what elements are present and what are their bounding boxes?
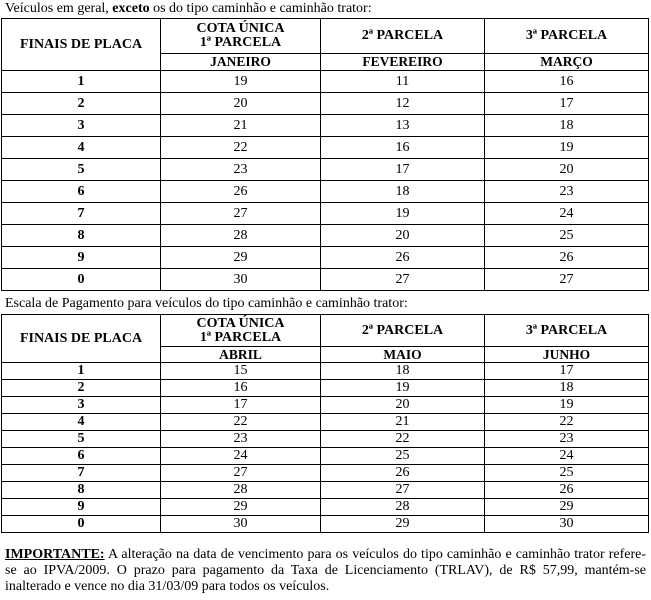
plate-final-cell: 1 <box>2 363 161 380</box>
header-cota-line2: 1ª PARCELA <box>199 329 282 345</box>
table-row <box>2 363 649 380</box>
plate-final-cell: 4 <box>2 414 161 431</box>
due-day-cell: 18 <box>321 181 485 203</box>
due-day-cell: 25 <box>485 225 649 247</box>
plate-final-cell: 7 <box>2 465 161 482</box>
header-cota-line1: COTA ÚNICA <box>196 315 285 331</box>
table-row <box>2 380 649 397</box>
due-day-cell: 28 <box>161 225 321 247</box>
month-cell: ABRIL <box>161 347 321 363</box>
due-day-cell: 27 <box>485 269 649 291</box>
due-day-cell: 18 <box>485 380 649 397</box>
due-day-cell: 30 <box>161 516 321 533</box>
due-day-cell: 26 <box>161 181 321 203</box>
plate-final-cell: 9 <box>2 247 161 269</box>
month-cell: JUNHO <box>485 347 649 363</box>
table-row <box>2 448 649 465</box>
due-day-cell: 11 <box>321 71 485 93</box>
due-day-cell: 16 <box>485 71 649 93</box>
due-day-cell: 22 <box>321 431 485 448</box>
due-day-cell: 29 <box>161 499 321 516</box>
header-row <box>2 315 649 347</box>
plate-final-cell: 5 <box>2 159 161 181</box>
due-day-cell: 22 <box>485 414 649 431</box>
due-day-cell: 26 <box>485 247 649 269</box>
due-day-cell: 20 <box>321 225 485 247</box>
header-cota-unica <box>161 19 321 54</box>
due-day-cell: 28 <box>161 482 321 499</box>
header-parcela-3: 3ª PARCELA <box>485 19 649 54</box>
important-note <box>5 547 646 595</box>
due-day-cell: 19 <box>485 137 649 159</box>
header-cota-unica <box>161 315 321 347</box>
table-row <box>2 225 649 247</box>
due-day-cell: 23 <box>161 159 321 181</box>
month-cell: MARÇO <box>485 54 649 71</box>
plate-final-cell: 5 <box>2 431 161 448</box>
due-day-cell: 27 <box>321 482 485 499</box>
due-day-cell: 16 <box>321 137 485 159</box>
due-day-cell: 23 <box>161 431 321 448</box>
due-day-cell: 29 <box>485 499 649 516</box>
due-day-cell: 25 <box>321 448 485 465</box>
table-row <box>2 482 649 499</box>
plate-final-cell: 6 <box>2 181 161 203</box>
caption-general-vehicles <box>5 1 372 17</box>
table-row <box>2 93 649 115</box>
due-day-cell: 24 <box>161 448 321 465</box>
caption-suffix: os do tipo caminhão e caminhão trator: <box>153 1 372 16</box>
due-day-cell: 28 <box>321 499 485 516</box>
table-row <box>2 516 649 533</box>
due-day-cell: 27 <box>161 465 321 482</box>
plate-final-cell: 2 <box>2 93 161 115</box>
table-row <box>2 159 649 181</box>
due-day-cell: 26 <box>321 247 485 269</box>
due-day-cell: 23 <box>485 181 649 203</box>
due-day-cell: 19 <box>161 71 321 93</box>
month-cell: MAIO <box>321 347 485 363</box>
due-day-cell: 13 <box>321 115 485 137</box>
due-day-cell: 17 <box>485 93 649 115</box>
table-row <box>2 115 649 137</box>
table-row <box>2 465 649 482</box>
due-day-cell: 19 <box>321 203 485 225</box>
due-day-cell: 24 <box>485 448 649 465</box>
header-finais-de-placa: FINAIS DE PLACA <box>2 19 161 71</box>
due-day-cell: 12 <box>321 93 485 115</box>
table-row <box>2 247 649 269</box>
header-parcela-2: 2ª PARCELA <box>321 19 485 54</box>
due-day-cell: 22 <box>161 137 321 159</box>
plate-final-cell: 8 <box>2 482 161 499</box>
due-day-cell: 29 <box>321 516 485 533</box>
important-label: IMPORTANTE: <box>5 547 105 562</box>
due-day-cell: 30 <box>485 516 649 533</box>
due-day-cell: 20 <box>161 93 321 115</box>
due-day-cell: 30 <box>161 269 321 291</box>
plate-final-cell: 9 <box>2 499 161 516</box>
table-row <box>2 203 649 225</box>
due-day-cell: 19 <box>485 397 649 414</box>
caption-prefix: Veículos em geral, <box>5 1 109 16</box>
header-finais-de-placa: FINAIS DE PLACA <box>2 315 161 363</box>
due-day-cell: 22 <box>161 414 321 431</box>
due-day-cell: 17 <box>321 159 485 181</box>
due-day-cell: 26 <box>321 465 485 482</box>
due-day-cell: 24 <box>485 203 649 225</box>
plate-final-cell: 6 <box>2 448 161 465</box>
plate-final-cell: 4 <box>2 137 161 159</box>
caption-emphasis: exceto <box>112 1 150 16</box>
header-cota-line2: 1ª PARCELA <box>199 35 282 50</box>
header-parcela-2: 2ª PARCELA <box>321 315 485 347</box>
plate-final-cell: 1 <box>2 71 161 93</box>
due-day-cell: 21 <box>321 414 485 431</box>
due-day-cell: 27 <box>161 203 321 225</box>
due-day-cell: 18 <box>321 363 485 380</box>
table-row <box>2 137 649 159</box>
important-text: A alteração na data de vencimento para os veículos do tipo caminhão e caminhão trator refere-se ao IPVA/2009. O prazo para pagamento da Taxa de Licenciamento (TRLAV), de R$ 57,99, mantém-se inalterado e vence no dia 31/03/09 para todos os veículos. <box>5 547 647 594</box>
payment-schedule-truck-table <box>1 314 649 533</box>
due-day-cell: 20 <box>485 159 649 181</box>
header-parcela-3: 3ª PARCELA <box>485 315 649 347</box>
due-day-cell: 20 <box>321 397 485 414</box>
table-row <box>2 414 649 431</box>
month-cell: JANEIRO <box>161 54 321 71</box>
header-cota-line1: COTA ÚNICA <box>196 21 285 36</box>
plate-final-cell: 2 <box>2 380 161 397</box>
due-day-cell: 15 <box>161 363 321 380</box>
table-row <box>2 431 649 448</box>
due-day-cell: 17 <box>485 363 649 380</box>
caption-truck-vehicles: Escala de Pagamento para veículos do tipo caminhão e caminhão trator: <box>5 296 408 311</box>
due-day-cell: 26 <box>485 482 649 499</box>
plate-final-cell: 0 <box>2 516 161 533</box>
table-row <box>2 397 649 414</box>
due-day-cell: 17 <box>161 397 321 414</box>
due-day-cell: 16 <box>161 380 321 397</box>
due-day-cell: 25 <box>485 465 649 482</box>
month-cell: FEVEREIRO <box>321 54 485 71</box>
table-row <box>2 499 649 516</box>
due-day-cell: 27 <box>321 269 485 291</box>
header-row <box>2 19 649 54</box>
payment-schedule-general-table <box>1 18 649 291</box>
plate-final-cell: 3 <box>2 397 161 414</box>
table-row <box>2 71 649 93</box>
plate-final-cell: 0 <box>2 269 161 291</box>
due-day-cell: 19 <box>321 380 485 397</box>
table-row <box>2 181 649 203</box>
table-row <box>2 269 649 291</box>
due-day-cell: 21 <box>161 115 321 137</box>
plate-final-cell: 8 <box>2 225 161 247</box>
due-day-cell: 23 <box>485 431 649 448</box>
plate-final-cell: 7 <box>2 203 161 225</box>
due-day-cell: 29 <box>161 247 321 269</box>
plate-final-cell: 3 <box>2 115 161 137</box>
due-day-cell: 18 <box>485 115 649 137</box>
